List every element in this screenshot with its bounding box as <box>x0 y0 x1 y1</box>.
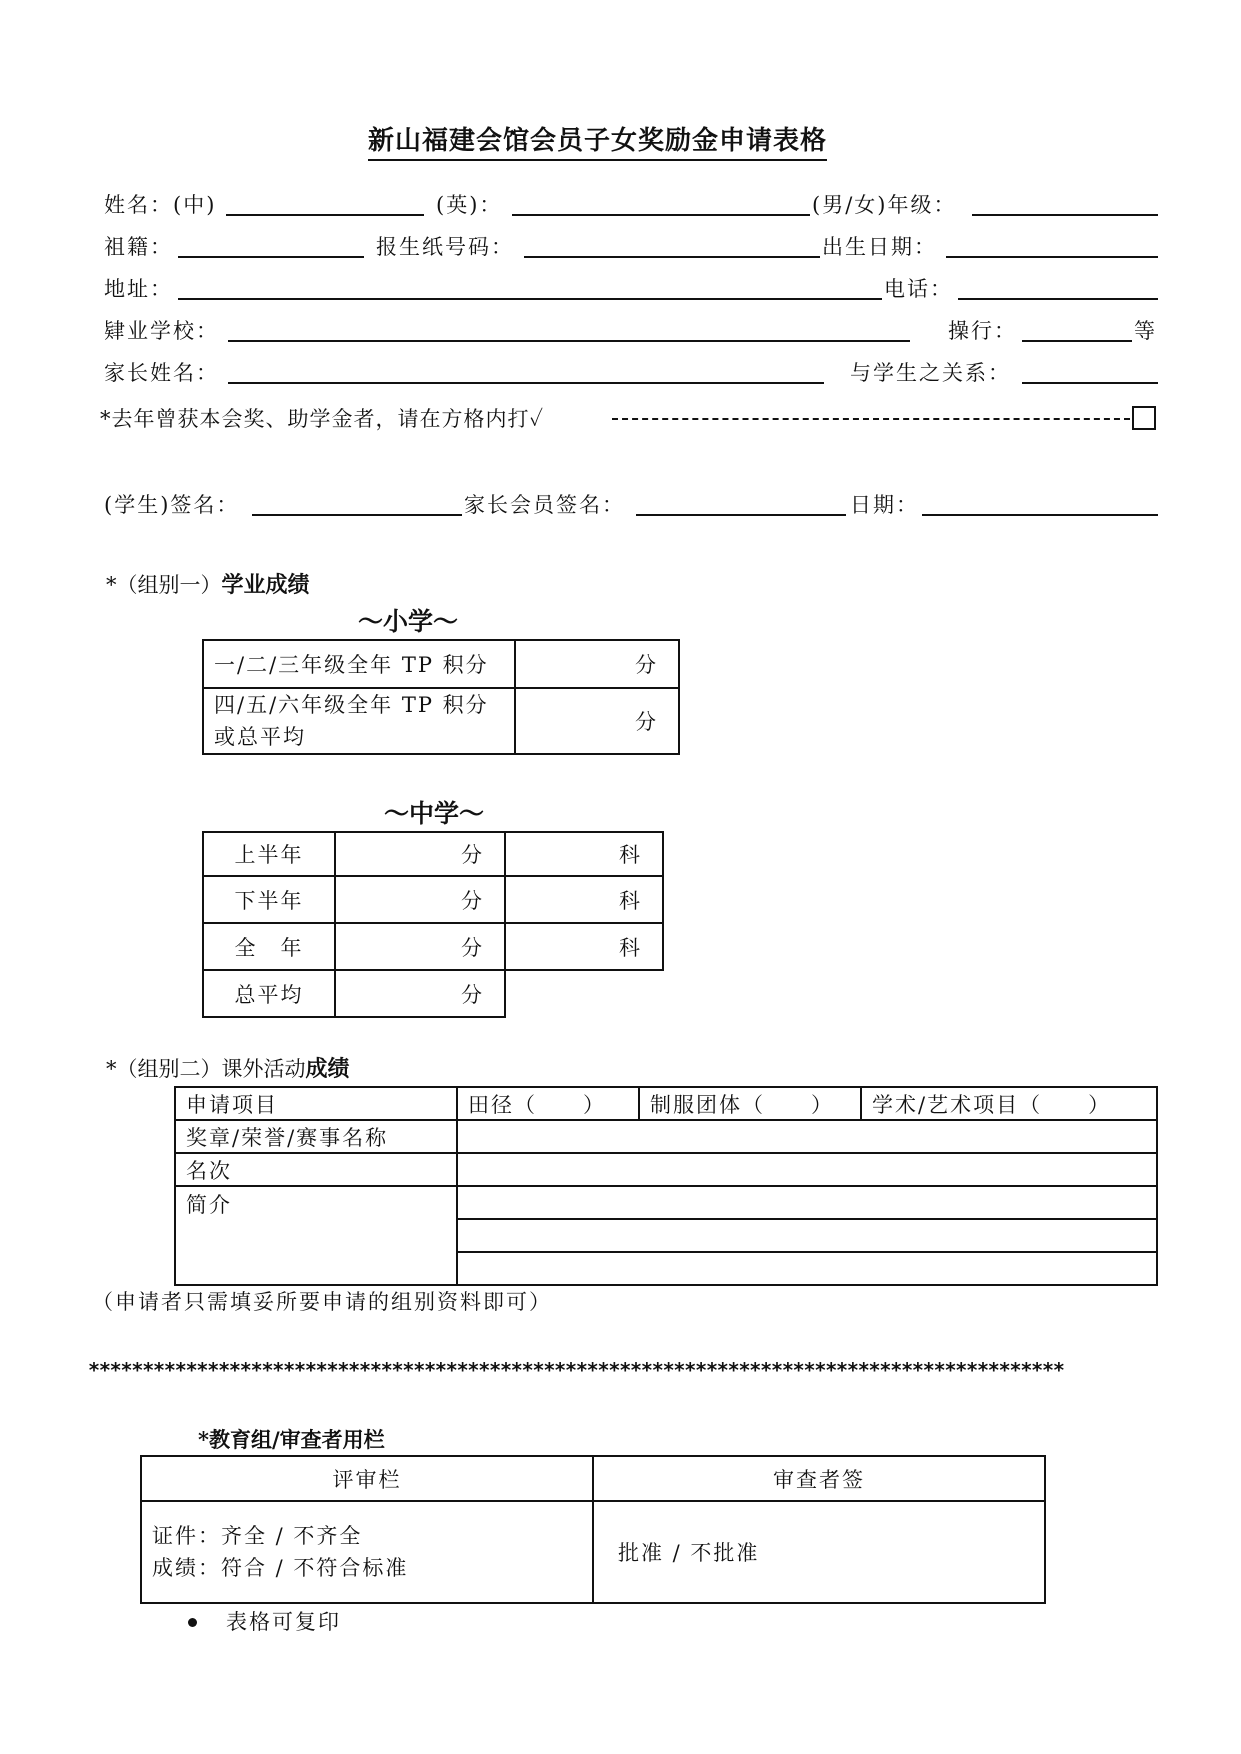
bullet-icon <box>188 1618 197 1627</box>
prior-award-label: *去年曾获本会奖、助学金者，请在方格内打✓ <box>100 407 545 431</box>
relationship-label: 与学生之关系： <box>850 361 1011 385</box>
table-row <box>203 832 663 876</box>
secondary-row-label: 下半年 <box>203 876 335 923</box>
dob-field[interactable] <box>946 256 1158 258</box>
activities-table <box>174 1086 1158 1286</box>
group2-title: 成绩 <box>305 1056 350 1082</box>
relationship-field[interactable] <box>1022 382 1158 384</box>
ancestry-label: 祖籍： <box>104 235 173 259</box>
secondary-row-label: 总平均 <box>203 970 335 1017</box>
primary-row-label-line2: 或总平均 <box>214 725 306 749</box>
secondary-score-cell[interactable]: 分 <box>335 970 505 1017</box>
prior-award-leader <box>612 418 1130 420</box>
secondary-subject-cell[interactable]: 科 <box>505 923 663 970</box>
table-row <box>203 970 663 1017</box>
table-row <box>175 1120 1157 1153</box>
primary-row-label: 一/二/三年级全年 TP 积分 <box>203 640 515 688</box>
review-heading: *教育组/审查者用栏 <box>198 1427 385 1452</box>
phone-label: 电话： <box>884 277 953 301</box>
primary-table <box>202 639 680 755</box>
review-col2-header: 审查者签 <box>593 1456 1045 1501</box>
secondary-score-cell[interactable]: 分 <box>335 832 505 876</box>
table-row <box>175 1153 1157 1186</box>
ancestry-field[interactable] <box>178 256 364 258</box>
address-field[interactable] <box>178 298 882 300</box>
group2-heading <box>106 1052 350 1083</box>
parent-name-label: 家长姓名： <box>104 361 219 385</box>
review-criteria-cell <box>141 1501 593 1603</box>
school-label: 肄业学校： <box>104 319 219 343</box>
secondary-row-label: 全 年 <box>203 923 335 970</box>
parent-sign-field[interactable] <box>636 514 846 516</box>
secondary-subject-cell[interactable]: 科 <box>505 876 663 923</box>
apply-item-label: 申请项目 <box>175 1087 457 1120</box>
summary-field-line[interactable] <box>457 1252 1157 1285</box>
award-name-label: 奖章/荣誉/赛事名称 <box>175 1120 457 1153</box>
group-note: （申请者只需填妥所要申请的组别资料即可） <box>92 1290 552 1314</box>
primary-row-label <box>203 688 515 754</box>
table-row <box>203 923 663 970</box>
placing-field[interactable] <box>457 1153 1157 1186</box>
parent-name-field[interactable] <box>228 382 824 384</box>
primary-row-unit[interactable]: 分 <box>515 640 679 688</box>
table-row <box>141 1501 1045 1603</box>
review-col1-header: 评审栏 <box>141 1456 593 1501</box>
secondary-empty-cell <box>505 970 663 1017</box>
review-table <box>140 1455 1046 1604</box>
option-academic-arts[interactable]: 学术/艺术项目（ ） <box>861 1087 1157 1120</box>
primary-row-label-line1: 四/五/六年级全年 TP 积分 <box>214 693 489 717</box>
parent-sign-label: 家长会员签名： <box>464 493 625 517</box>
table-row <box>203 876 663 923</box>
summary-field-line[interactable] <box>457 1186 1157 1219</box>
summary-field-line[interactable] <box>457 1219 1157 1252</box>
conduct-field[interactable] <box>1022 340 1132 342</box>
table-row <box>203 688 679 754</box>
secondary-table <box>202 831 664 1018</box>
primary-row-unit[interactable]: 分 <box>515 688 679 754</box>
table-row <box>175 1087 1157 1120</box>
option-uniformed-groups[interactable]: 制服团体（ ） <box>639 1087 861 1120</box>
phone-field[interactable] <box>958 298 1158 300</box>
student-sign-label: (学生)签名： <box>104 493 240 517</box>
name-cn-field[interactable] <box>226 214 424 216</box>
name-cn-label: 姓名：(中) <box>104 193 217 217</box>
secondary-title: ～中学～ <box>384 799 485 828</box>
separator-stars: ****************************************************************************************** <box>88 1358 1064 1382</box>
group1-prefix: *（组别一） <box>106 573 222 597</box>
conduct-label: 操行： <box>948 319 1017 343</box>
grades-line: 成绩：符合 / 不符合标准 <box>152 1556 409 1580</box>
option-track-field[interactable]: 田径（ ） <box>457 1087 639 1120</box>
name-en-label: (英)： <box>436 193 503 217</box>
approval-cell[interactable]: 批准 / 不批准 <box>593 1501 1045 1603</box>
secondary-row-label: 上半年 <box>203 832 335 876</box>
footnote: 表格可复印 <box>226 1610 341 1634</box>
group2-prefix: *（组别二）课外活动 <box>106 1057 306 1081</box>
summary-label: 简介 <box>175 1186 457 1285</box>
secondary-score-cell[interactable]: 分 <box>335 923 505 970</box>
prior-award-checkbox[interactable] <box>1132 406 1156 430</box>
date-label: 日期： <box>850 493 919 517</box>
primary-title: ～小学～ <box>358 607 459 636</box>
school-field[interactable] <box>228 340 910 342</box>
birth-cert-label: 报生纸号码： <box>376 235 514 259</box>
secondary-subject-cell[interactable]: 科 <box>505 832 663 876</box>
conduct-suffix: 等 <box>1134 319 1157 343</box>
birth-cert-field[interactable] <box>524 256 820 258</box>
group1-title: 学业成绩 <box>221 572 310 598</box>
gender-grade-label: (男/女)年级： <box>812 193 957 217</box>
dob-label: 出生日期： <box>822 235 937 259</box>
name-en-field[interactable] <box>512 214 810 216</box>
table-row <box>203 640 679 688</box>
award-name-field[interactable] <box>457 1120 1157 1153</box>
grade-field[interactable] <box>972 214 1158 216</box>
secondary-score-cell[interactable]: 分 <box>335 876 505 923</box>
form-title: 新山福建会馆会员子女奖励金申请表格 <box>368 120 827 161</box>
docs-line: 证件：齐全 / 不齐全 <box>152 1524 363 1548</box>
student-sign-field[interactable] <box>252 514 462 516</box>
table-row <box>141 1456 1045 1501</box>
date-field[interactable] <box>922 514 1158 516</box>
address-label: 地址： <box>104 277 173 301</box>
placing-label: 名次 <box>175 1153 457 1186</box>
group1-heading <box>106 568 310 599</box>
table-row <box>175 1186 1157 1219</box>
